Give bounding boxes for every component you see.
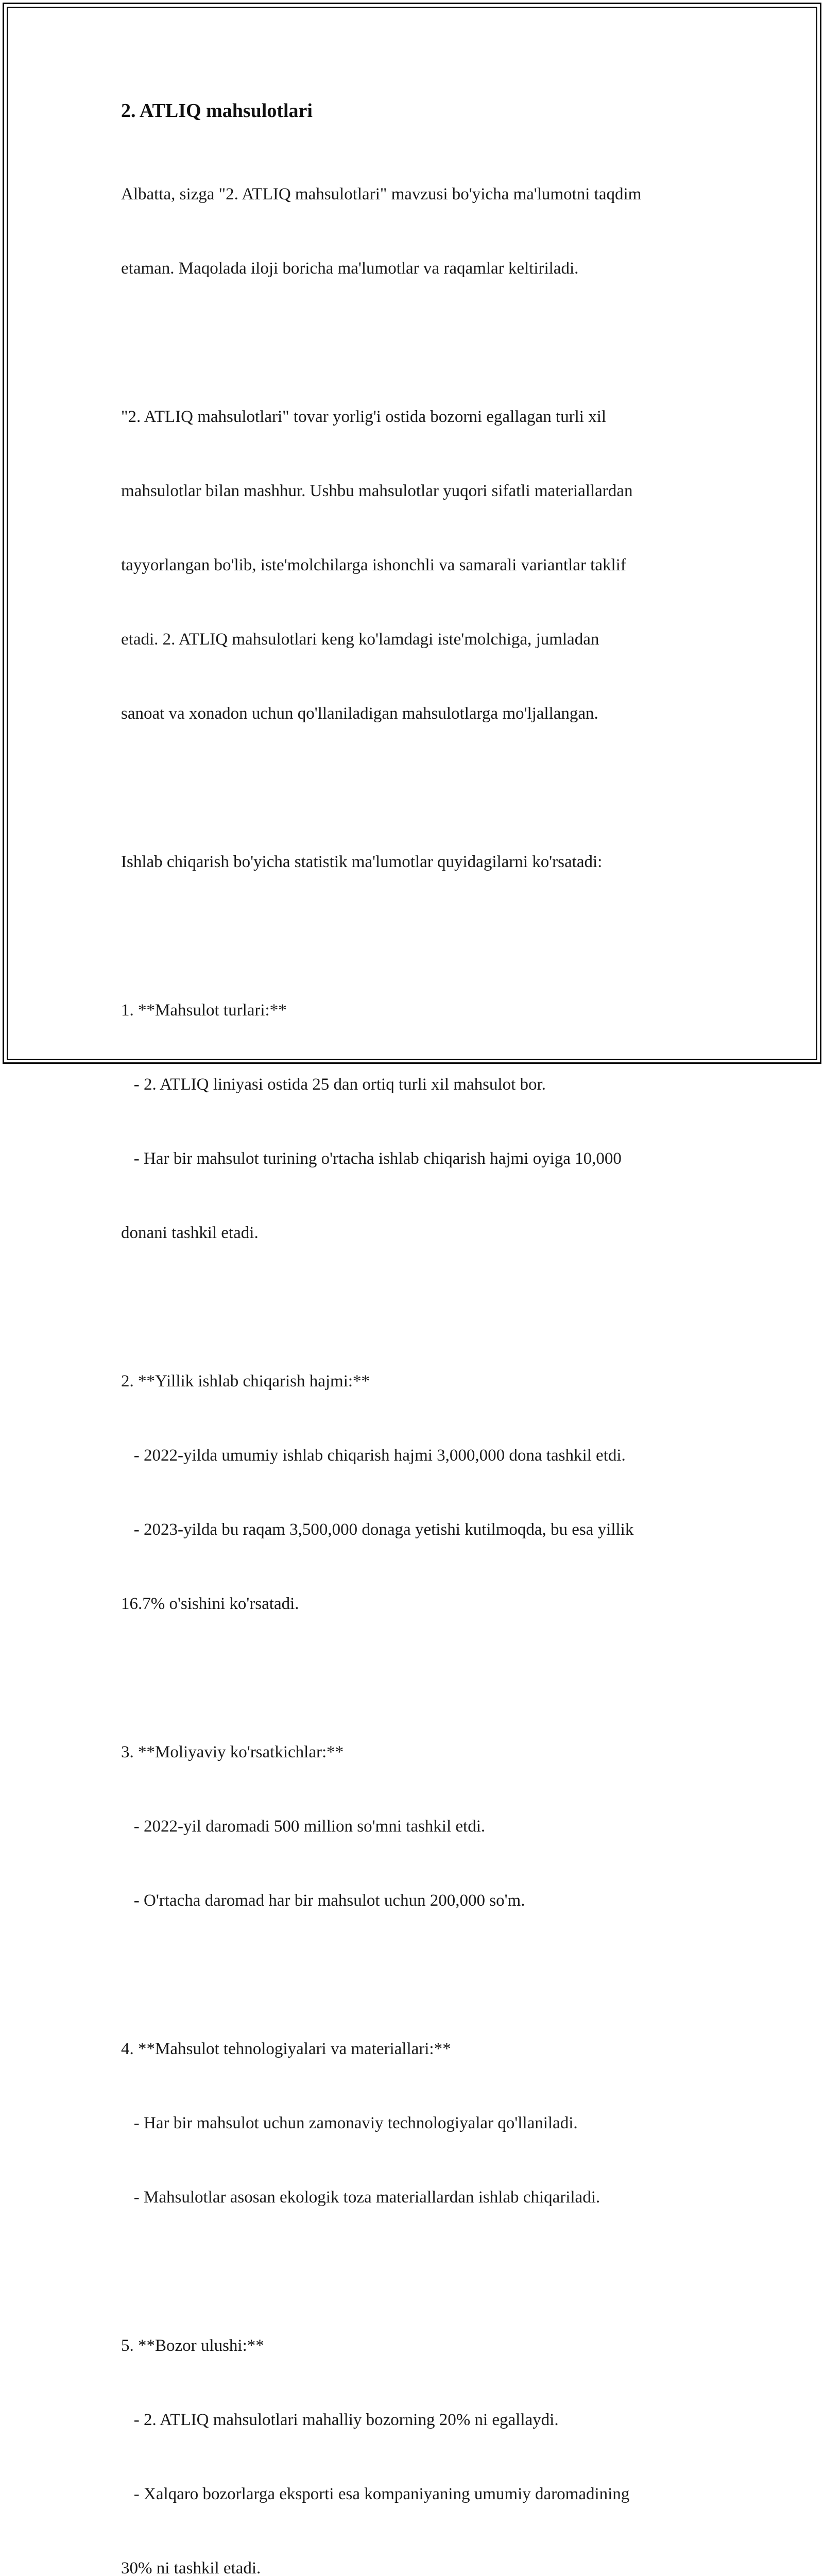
list-item: - Mahsulotlar asosan ekologik toza materiallardan ishlab chiqariladi.: [121, 2188, 600, 2207]
list-section-technologies: [121, 1987, 713, 2259]
section-heading: 1. **Mahsulot turlari:**: [121, 1001, 287, 1020]
list-item-continuation: 30% ni tashkil etadi.: [121, 2559, 261, 2576]
list-item-continuation: 16.7% o'sishini ko'rsatadi.: [121, 1595, 299, 1613]
text-line: sanoat va xonadon uchun qo'llaniladigan mahsulotlarga mo'ljallangan.: [121, 704, 598, 723]
list-item: - O'rtacha daromad har bir mahsulot uchun 200,000 so'm.: [121, 1891, 525, 1910]
text-line: etaman. Maqolada iloji boricha ma'lumotlar va raqamlar keltiriladi.: [121, 259, 579, 278]
text-line: Albatta, sizga "2. ATLIQ mahsulotlari" mavzusi bo'yicha ma'lumotni taqdim: [121, 185, 642, 204]
section-heading: 4. **Mahsulot tehnologiyalari va materiallari:**: [121, 2040, 451, 2058]
document-title: 2. ATLIQ mahsulotlari: [121, 100, 313, 122]
text-line: "2. ATLIQ mahsulotlari" tovar yorlig'i ostida bozorni egallagan turli xil: [121, 408, 607, 426]
list-section-product-types: [121, 948, 713, 1295]
statistics-intro-paragraph: [121, 800, 713, 924]
list-section-annual-production: [121, 1319, 713, 1666]
list-item: - 2022-yil daromadi 500 million so'mni tashkil etdi.: [121, 1817, 486, 1836]
list-item: - 2. ATLIQ liniyasi ostida 25 dan ortiq turli xil mahsulot bor.: [121, 1075, 546, 1094]
list-item: - 2. ATLIQ mahsulotlari mahalliy bozorning 20% ni egallaydi.: [121, 2411, 559, 2429]
text-line: tayyorlangan bo'lib, iste'molchilarga ishonchli va samarali variantlar taklif: [121, 556, 626, 574]
list-item: - Har bir mahsulot uchun zamonaviy technologiyalar qo'llaniladi.: [121, 2114, 578, 2132]
list-item: - 2023-yilda bu raqam 3,500,000 donaga yetishi kutilmoqda, bu esa yillik: [121, 1520, 634, 1539]
list-item: - Xalqaro bozorlarga eksporti esa kompaniyaning umumiy daromadining: [121, 2485, 630, 2503]
list-item: - Har bir mahsulot turining o'rtacha ishlab chiqarish hajmi oyiga 10,000: [121, 1149, 622, 1168]
text-line: mahsulotlar bilan mashhur. Ushbu mahsulotlar yuqori sifatli materiallardan: [121, 482, 633, 500]
list-section-financial: [121, 1690, 713, 1962]
document-body: [121, 96, 713, 2576]
list-item-continuation: donani tashkil etadi.: [121, 1224, 259, 1242]
description-paragraph: [121, 355, 713, 775]
section-heading: 2. **Yillik ishlab chiqarish hajmi:**: [121, 1372, 370, 1391]
intro-paragraph: [121, 132, 713, 330]
list-item: - 2022-yilda umumiy ishlab chiqarish hajmi 3,000,000 dona tashkil etdi.: [121, 1446, 626, 1465]
text-line: Ishlab chiqarish bo'yicha statistik ma'lumotlar quyidagilarni ko'rsatadi:: [121, 853, 603, 871]
section-heading: 5. **Bozor ulushi:**: [121, 2336, 264, 2355]
list-section-market-share: [121, 2284, 713, 2576]
text-line: etadi. 2. ATLIQ mahsulotlari keng ko'lamdagi iste'molchiga, jumladan: [121, 630, 599, 649]
section-heading: 3. **Moliyaviy ko'rsatkichlar:**: [121, 1743, 344, 1761]
